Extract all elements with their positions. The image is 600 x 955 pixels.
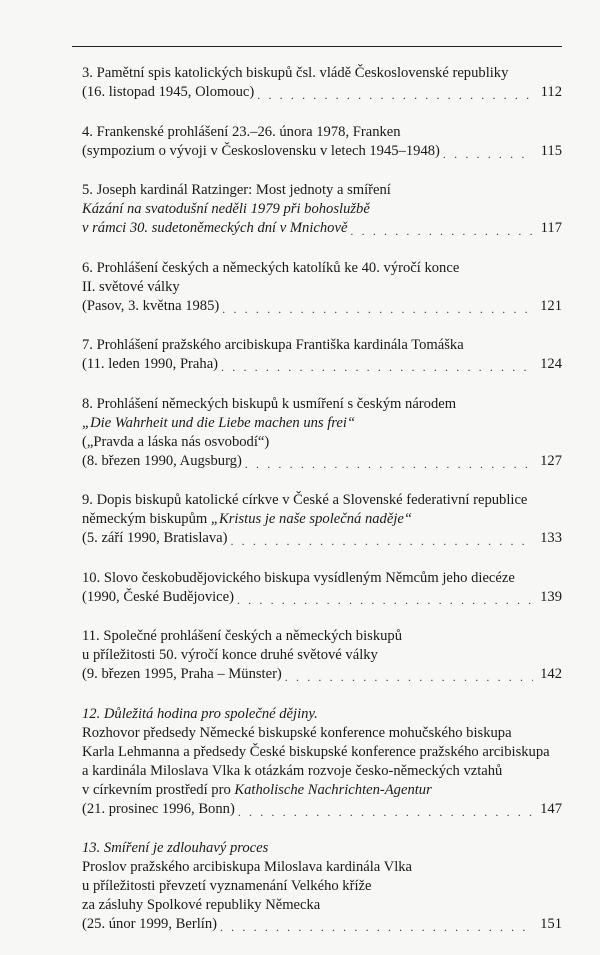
page-number: 112 bbox=[540, 84, 562, 100]
entry-description: Karla Lehmanna a předsedy České biskupské konference pražského arcibiskupa bbox=[82, 743, 550, 760]
toc-entry-9 bbox=[82, 491, 562, 548]
entry-title: 13. Smíření je zdlouhavý proces bbox=[82, 840, 269, 856]
leader-dots bbox=[257, 88, 533, 102]
entry-title-cont: u příležitosti 50. výročí konce druhé světové války bbox=[82, 647, 378, 663]
page-number: 133 bbox=[540, 530, 562, 546]
entry-description: u příležitosti převzetí vyznamenání Velkého kříže bbox=[82, 878, 372, 894]
table-of-contents bbox=[82, 64, 562, 955]
toc-entry-13 bbox=[82, 839, 562, 934]
entry-title: 9. Dopis biskupů katolické církve v České a Slovenské federativní republice bbox=[82, 492, 528, 508]
toc-entry-11 bbox=[82, 627, 562, 684]
entry-detail: (sympozium o vývoji v Československu v letech 1945–1948) bbox=[82, 142, 440, 159]
entry-title: 8. Prohlášení německých biskupů k usmíření s českým národem bbox=[82, 395, 457, 412]
leader-dots bbox=[350, 224, 533, 238]
entry-title: 3. Pamětní spis katolických biskupů čsl. vládě Československé republiky bbox=[82, 65, 509, 81]
page-number: 121 bbox=[540, 297, 562, 314]
entry-detail: v rámci 30. sudetoněmeckých dní v Mnichově bbox=[82, 220, 348, 236]
toc-entry-3 bbox=[82, 64, 562, 102]
page-number: 139 bbox=[540, 588, 562, 605]
entry-description: za zásluhy Spolkové republiky Německa bbox=[82, 897, 321, 913]
entry-detail: (1990, České Budějovice) bbox=[82, 588, 234, 605]
page-number: 127 bbox=[540, 452, 562, 469]
toc-entry-10 bbox=[82, 569, 562, 607]
leader-dots bbox=[443, 147, 533, 161]
toc-entry-4 bbox=[82, 123, 562, 161]
entry-subtitle: Kázání na svatodušní neděli 1979 při bohoslužbě bbox=[82, 201, 370, 217]
entry-description: v církevním prostředí pro Katholische Nachrichten-Agentur bbox=[82, 781, 432, 798]
entry-detail: (11. leden 1990, Praha) bbox=[82, 356, 219, 372]
entry-subtitle: „Die Wahrheit und die Liebe machen uns frei“ bbox=[82, 414, 356, 431]
leader-dots bbox=[220, 920, 533, 934]
entry-title: 11. Společné prohlášení českých a německých biskupů bbox=[82, 628, 403, 644]
page-number: 147 bbox=[540, 800, 562, 817]
top-rule bbox=[72, 46, 562, 47]
entry-translation: („Pravda a láska nás osvobodí“) bbox=[82, 433, 270, 450]
leader-dots bbox=[237, 593, 533, 607]
entry-description: a kardinála Miloslava Vlka k otázkám rozvoje česko-německých vztahů bbox=[82, 762, 503, 779]
entry-detail: (8. březen 1990, Augsburg) bbox=[82, 452, 242, 469]
page-number: 115 bbox=[540, 142, 562, 159]
toc-entry-8 bbox=[82, 395, 562, 471]
page-number: 117 bbox=[540, 220, 562, 236]
leader-dots bbox=[245, 457, 533, 471]
entry-detail: (21. prosinec 1996, Bonn) bbox=[82, 800, 235, 817]
entry-title: 6. Prohlášení českých a německých katolíků ke 40. výročí konce bbox=[82, 259, 460, 276]
leader-dots bbox=[230, 534, 533, 548]
toc-entry-6 bbox=[82, 259, 562, 316]
entry-title: 12. Důležitá hodina pro společné dějiny. bbox=[82, 705, 318, 722]
leader-dots bbox=[222, 302, 533, 316]
leader-dots bbox=[238, 805, 533, 819]
entry-detail: (25. únor 1999, Berlín) bbox=[82, 916, 217, 932]
entry-detail: (5. září 1990, Bratislava) bbox=[82, 530, 228, 546]
page-number: 151 bbox=[540, 916, 562, 932]
leader-dots bbox=[285, 670, 533, 684]
page-number: 124 bbox=[540, 356, 562, 372]
toc-entry-12 bbox=[82, 705, 562, 819]
entry-title-cont: německým biskupům „Kristus je naše společná naděje“ bbox=[82, 511, 412, 527]
toc-entry-7 bbox=[82, 336, 562, 374]
entry-description: Rozhovor předsedy Německé biskupské konference mohučského biskupa bbox=[82, 724, 512, 741]
entry-title-cont: II. světové války bbox=[82, 278, 180, 295]
entry-title: 7. Prohlášení pražského arcibiskupa Františka kardinála Tomáška bbox=[82, 337, 464, 353]
page-number: 142 bbox=[540, 666, 562, 682]
entry-detail: (16. listopad 1945, Olomouc) bbox=[82, 84, 255, 100]
entry-detail: (9. březen 1995, Praha – Münster) bbox=[82, 666, 282, 682]
entry-description: Proslov pražského arcibiskupa Miloslava kardinála Vlka bbox=[82, 859, 413, 875]
entry-title: 4. Frankenské prohlášení 23.–26. února 1978, Franken bbox=[82, 123, 401, 140]
entry-title: 10. Slovo českobudějovického biskupa vysídleným Němcům jeho diecéze bbox=[82, 569, 515, 586]
leader-dots bbox=[221, 360, 533, 374]
entry-detail: (Pasov, 3. května 1985) bbox=[82, 297, 220, 314]
toc-entry-5 bbox=[82, 181, 562, 238]
entry-title: 5. Joseph kardinál Ratzinger: Most jednoty a smíření bbox=[82, 182, 391, 198]
